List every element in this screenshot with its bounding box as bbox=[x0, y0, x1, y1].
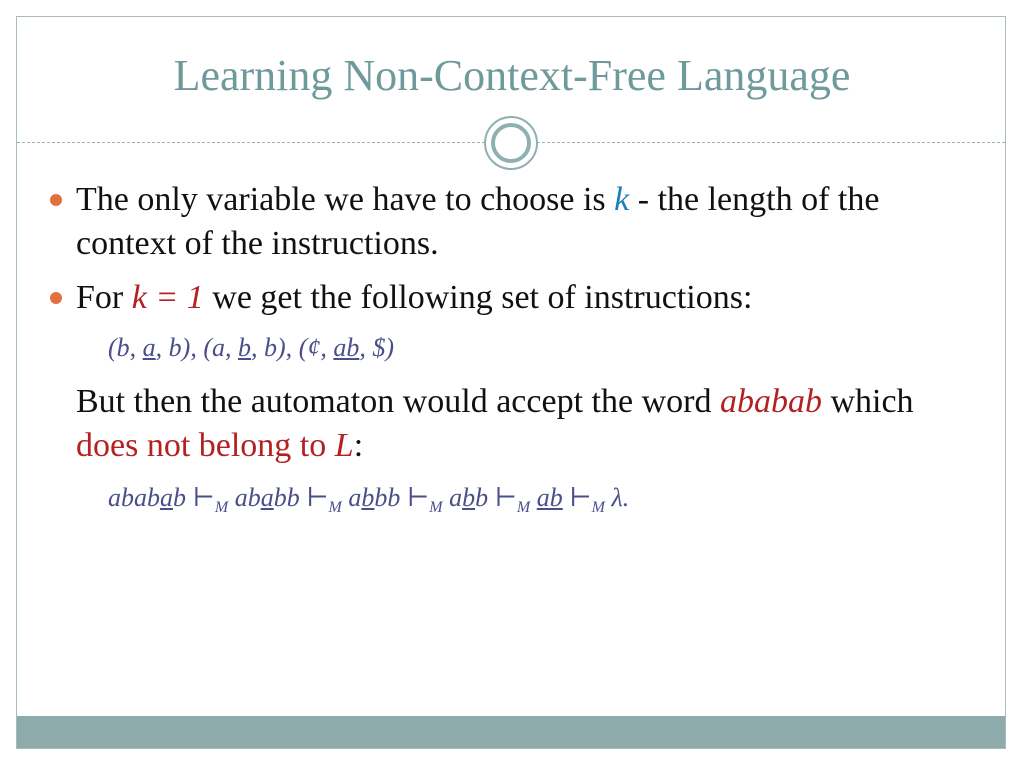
instr3-close: , $) bbox=[359, 333, 395, 362]
circle-ornament-icon bbox=[484, 116, 538, 170]
instr2-underlined: b bbox=[238, 333, 252, 362]
not-belong-text: does not belong to bbox=[76, 427, 335, 464]
turnstile-symbol: ⊢ bbox=[406, 483, 430, 512]
step5-underlined: ab bbox=[536, 483, 563, 512]
subscript-M: M bbox=[328, 499, 342, 516]
step2-a: ab bbox=[228, 483, 261, 512]
instr1-open: (b, bbox=[108, 333, 143, 362]
bullet-dot-icon bbox=[50, 292, 62, 304]
subscript-M: M bbox=[591, 499, 605, 516]
paragraph-which: which bbox=[821, 383, 914, 420]
variable-k: k bbox=[614, 181, 630, 218]
step4-b: b bbox=[475, 483, 495, 512]
step1-a: abab bbox=[108, 483, 160, 512]
word-ababab: ababab bbox=[719, 383, 822, 420]
turnstile-symbol: ⊢ bbox=[192, 483, 215, 512]
language-L: L bbox=[334, 427, 354, 464]
turnstile-symbol: ⊢ bbox=[306, 483, 329, 512]
step2-b: bb bbox=[273, 483, 307, 512]
subscript-M: M bbox=[429, 499, 443, 516]
k-equals-one: k = 1 bbox=[131, 279, 204, 316]
footer-band bbox=[17, 716, 1005, 748]
bullet2-text-post: we get the following set of instructions: bbox=[203, 279, 753, 316]
circle-ornament-inner bbox=[491, 123, 531, 163]
derivation-line bbox=[50, 480, 980, 526]
slide-content bbox=[50, 178, 980, 540]
step4-a: a bbox=[442, 483, 463, 512]
instr1-underlined: a bbox=[142, 333, 156, 362]
paragraph-text: But then the automaton would accept the word bbox=[76, 383, 720, 420]
bullet-item-2 bbox=[50, 276, 980, 320]
slide-title: Learning Non-Context-Free Language bbox=[173, 51, 851, 100]
step2-underlined: a bbox=[260, 483, 274, 512]
bullet1-text-pre: The only variable we have to choose is bbox=[76, 181, 615, 218]
instr2-open: (a, bbox=[203, 333, 239, 362]
turnstile-symbol: ⊢ bbox=[494, 483, 517, 512]
subscript-M: M bbox=[516, 499, 531, 516]
step3-b: bb bbox=[374, 483, 407, 512]
step1-underlined: a bbox=[160, 483, 173, 512]
step3-a: a bbox=[341, 483, 362, 512]
instr3-open: (¢, bbox=[298, 333, 334, 362]
instruction-set bbox=[50, 330, 980, 366]
bullet-item-1 bbox=[50, 178, 980, 266]
step4-underlined: b bbox=[462, 483, 476, 512]
instr2-close: , b), bbox=[251, 333, 299, 362]
step1-b: b bbox=[173, 483, 193, 512]
instr3-underlined: ab bbox=[333, 333, 360, 362]
step3-underlined: b bbox=[361, 483, 375, 512]
paragraph-colon: : bbox=[353, 427, 364, 464]
turnstile-symbol: ⊢ bbox=[569, 483, 592, 512]
bullet-dot-icon bbox=[50, 194, 62, 206]
lambda-symbol: λ. bbox=[604, 483, 630, 512]
subscript-M: M bbox=[214, 499, 229, 516]
bullet1-text-post: - the length of the context of the instructions. bbox=[76, 181, 880, 262]
instr1-close: , b), bbox=[155, 333, 204, 362]
bullet2-text-pre: For bbox=[76, 279, 132, 316]
counterexample-paragraph bbox=[50, 380, 980, 468]
